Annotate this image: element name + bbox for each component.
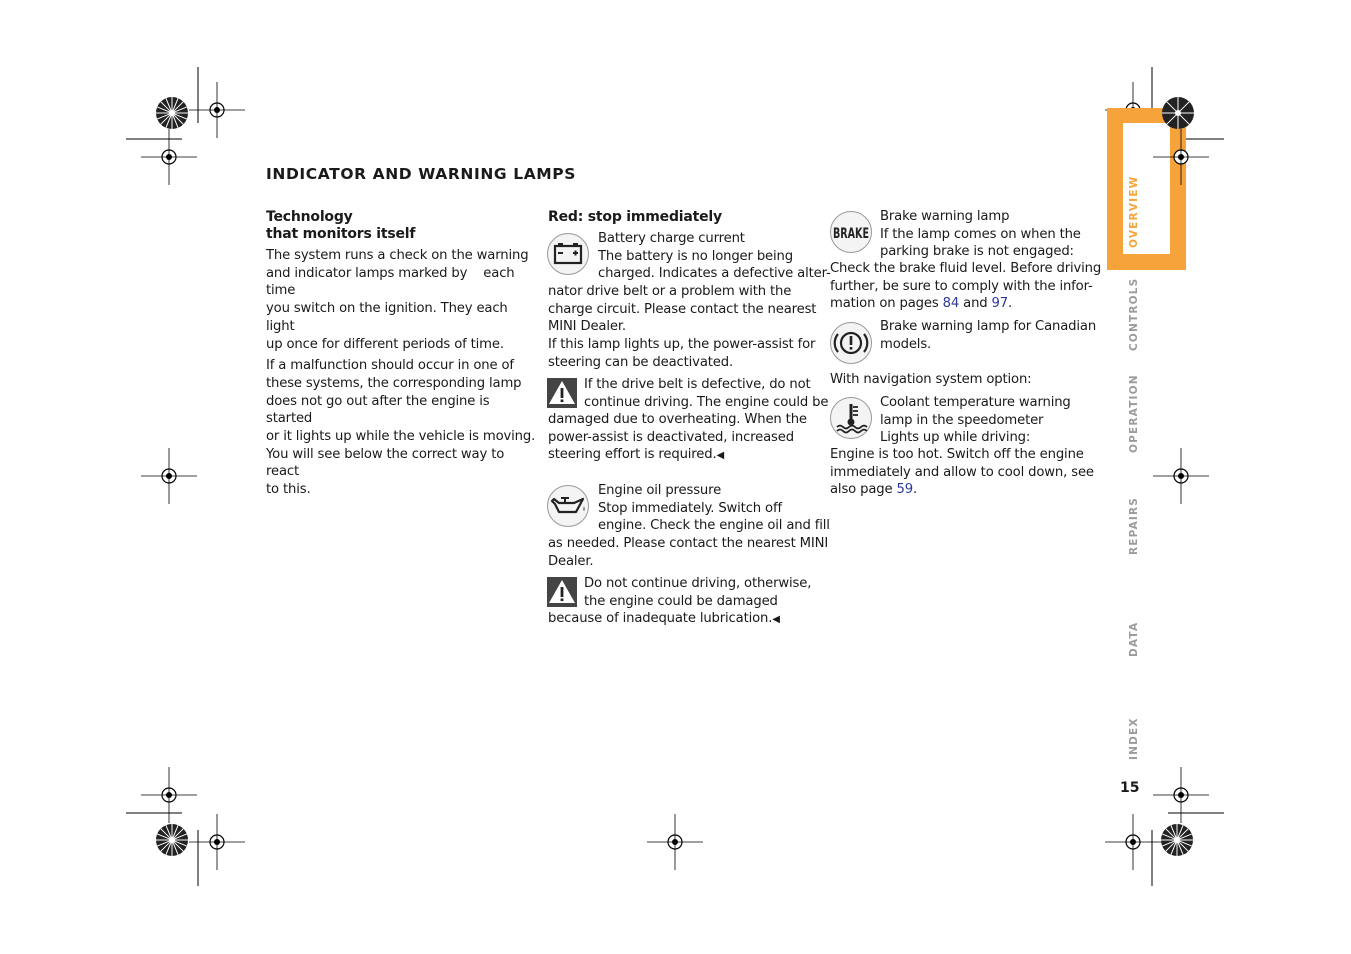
text-line: nator drive belt or a problem with the (548, 284, 792, 299)
text-line: MINI Dealer. (548, 319, 626, 335)
text-line: Battery charge current (598, 231, 745, 246)
warning-triangle-icon (547, 378, 577, 408)
page-link[interactable]: 59 (896, 482, 913, 498)
oil-warning-text-top (584, 575, 811, 610)
text-line: parking brake is not engaged: (880, 244, 1074, 260)
tab-operation[interactable]: OPERATION (1128, 374, 1140, 453)
text-line: You will see below the correct way to react (266, 446, 505, 480)
battery-icon (546, 232, 590, 276)
paragraph-malfunction (266, 357, 538, 499)
text-line: you switch on the ignition. They each light (266, 301, 508, 334)
text-line: The system runs a check on the warning (266, 248, 529, 263)
battery-text-bottom (548, 283, 816, 372)
text-line: immediately and allow to cool down, see (830, 464, 1094, 480)
text-line: Brake warning lamp (880, 209, 1010, 224)
text-line: up once for different periods of time. (266, 336, 504, 352)
tab-controls[interactable]: CONTROLS (1128, 277, 1140, 351)
text-line: and indicator lamps marked by each time (266, 265, 515, 299)
page-link[interactable]: 97 (991, 296, 1009, 312)
oil-can-icon (546, 484, 590, 528)
text-line: as needed. Please contact the nearest MINI (548, 536, 829, 551)
text-line: Dealer. (548, 553, 594, 569)
text-line: also page 59. (830, 482, 918, 498)
text-line: lamp in the speedometer (880, 412, 1044, 428)
page-link[interactable]: 84 (942, 296, 960, 312)
text-line: because of inadequate lubrication.◀ (548, 611, 780, 626)
section-title: INDICATOR AND WARNING LAMPS (266, 165, 577, 183)
coolant-text-bottom (830, 446, 1094, 499)
text-line: Engine is too hot. Switch off the engine (830, 447, 1084, 462)
tab-data[interactable]: DATA (1128, 621, 1140, 657)
warning-triangle-icon (547, 577, 577, 607)
navigation-option-note: With navigation system option: (830, 372, 1032, 387)
text-line: Check the brake fluid level. Before driving (830, 261, 1102, 276)
battery-warning-text-bottom (548, 411, 807, 465)
text-line: further, be sure to comply with the infor- (830, 278, 1093, 294)
text-line: Lights up while driving: (880, 430, 1031, 446)
text-line: continue driving. The engine could be (584, 394, 829, 410)
text-line: If the lamp comes on when the (880, 226, 1081, 242)
brake-circle-icon (829, 321, 873, 365)
heading-technology (266, 209, 538, 243)
brake-text-bottom (830, 260, 1101, 313)
sunburst-mark (1161, 96, 1195, 130)
tab-index[interactable]: INDEX (1128, 717, 1140, 760)
text-line: charge circuit. Please contact the nearest (548, 301, 817, 317)
text-line: these systems, the corresponding lamp (266, 375, 522, 391)
text-line: does not go out after the engine is started (266, 393, 490, 427)
text-line: If a malfunction should occur in one of (266, 358, 514, 374)
heading-line: Technology (266, 209, 353, 225)
text-line: mation on pages 84 and 97. (830, 296, 1013, 312)
paragraph-system-check (266, 247, 538, 353)
registration-cross (1153, 129, 1209, 185)
heading-red-stop: Red: stop immediately (548, 209, 722, 225)
oil-warning-text-bottom (548, 610, 780, 629)
text-line: Brake warning lamp for Canadian (880, 319, 1097, 334)
text-line: Engine oil pressure (598, 483, 722, 498)
text-line: steering effort is required.◀ (548, 447, 725, 463)
text-line: Coolant temperature warning (880, 395, 1071, 410)
text-line: charged. Indicates a defective alter- (598, 266, 831, 282)
text-line: power-assist is deactivated, increased (548, 429, 794, 445)
tab-overview[interactable]: OVERVIEW (1128, 175, 1140, 248)
text-line: the engine could be damaged (584, 593, 778, 609)
text-line: Stop immediately. Switch off (598, 500, 782, 516)
text-line: engine. Check the engine oil and fill (598, 518, 830, 534)
tab-repairs[interactable]: REPAIRS (1128, 496, 1140, 555)
column-technology (266, 209, 538, 499)
page-number: 15 (1120, 780, 1140, 796)
brake-text-top (880, 208, 1081, 261)
oil-text-bottom (548, 535, 828, 570)
coolant-temperature-icon (829, 396, 873, 440)
brake-icon-label: BRAKE (833, 226, 869, 242)
heading-line: that monitors itself (266, 226, 416, 242)
text-line: Do not continue driving, otherwise, (584, 576, 812, 591)
text-line: or it lights up while the vehicle is moving. (266, 429, 536, 445)
coolant-text-top (880, 394, 1071, 447)
text-line: to this. (266, 482, 311, 498)
text-line: The battery is no longer being (598, 248, 793, 264)
text-line: damaged due to overheating. When the (548, 412, 807, 427)
battery-warning-text-top (584, 376, 828, 411)
end-mark-icon: ◀ (772, 614, 780, 625)
text-line: If the drive belt is defective, do not (584, 377, 811, 392)
brake-canada-text (880, 318, 1096, 353)
battery-text-top (598, 230, 831, 283)
end-mark-icon: ◀ (716, 450, 725, 462)
oil-text-top (598, 482, 830, 535)
text-line: models. (880, 336, 932, 352)
text-line: If this lamp lights up, the power-assist for (548, 337, 816, 353)
brake-icon (829, 210, 873, 254)
text-line: steering can be deactivated. (548, 354, 734, 370)
